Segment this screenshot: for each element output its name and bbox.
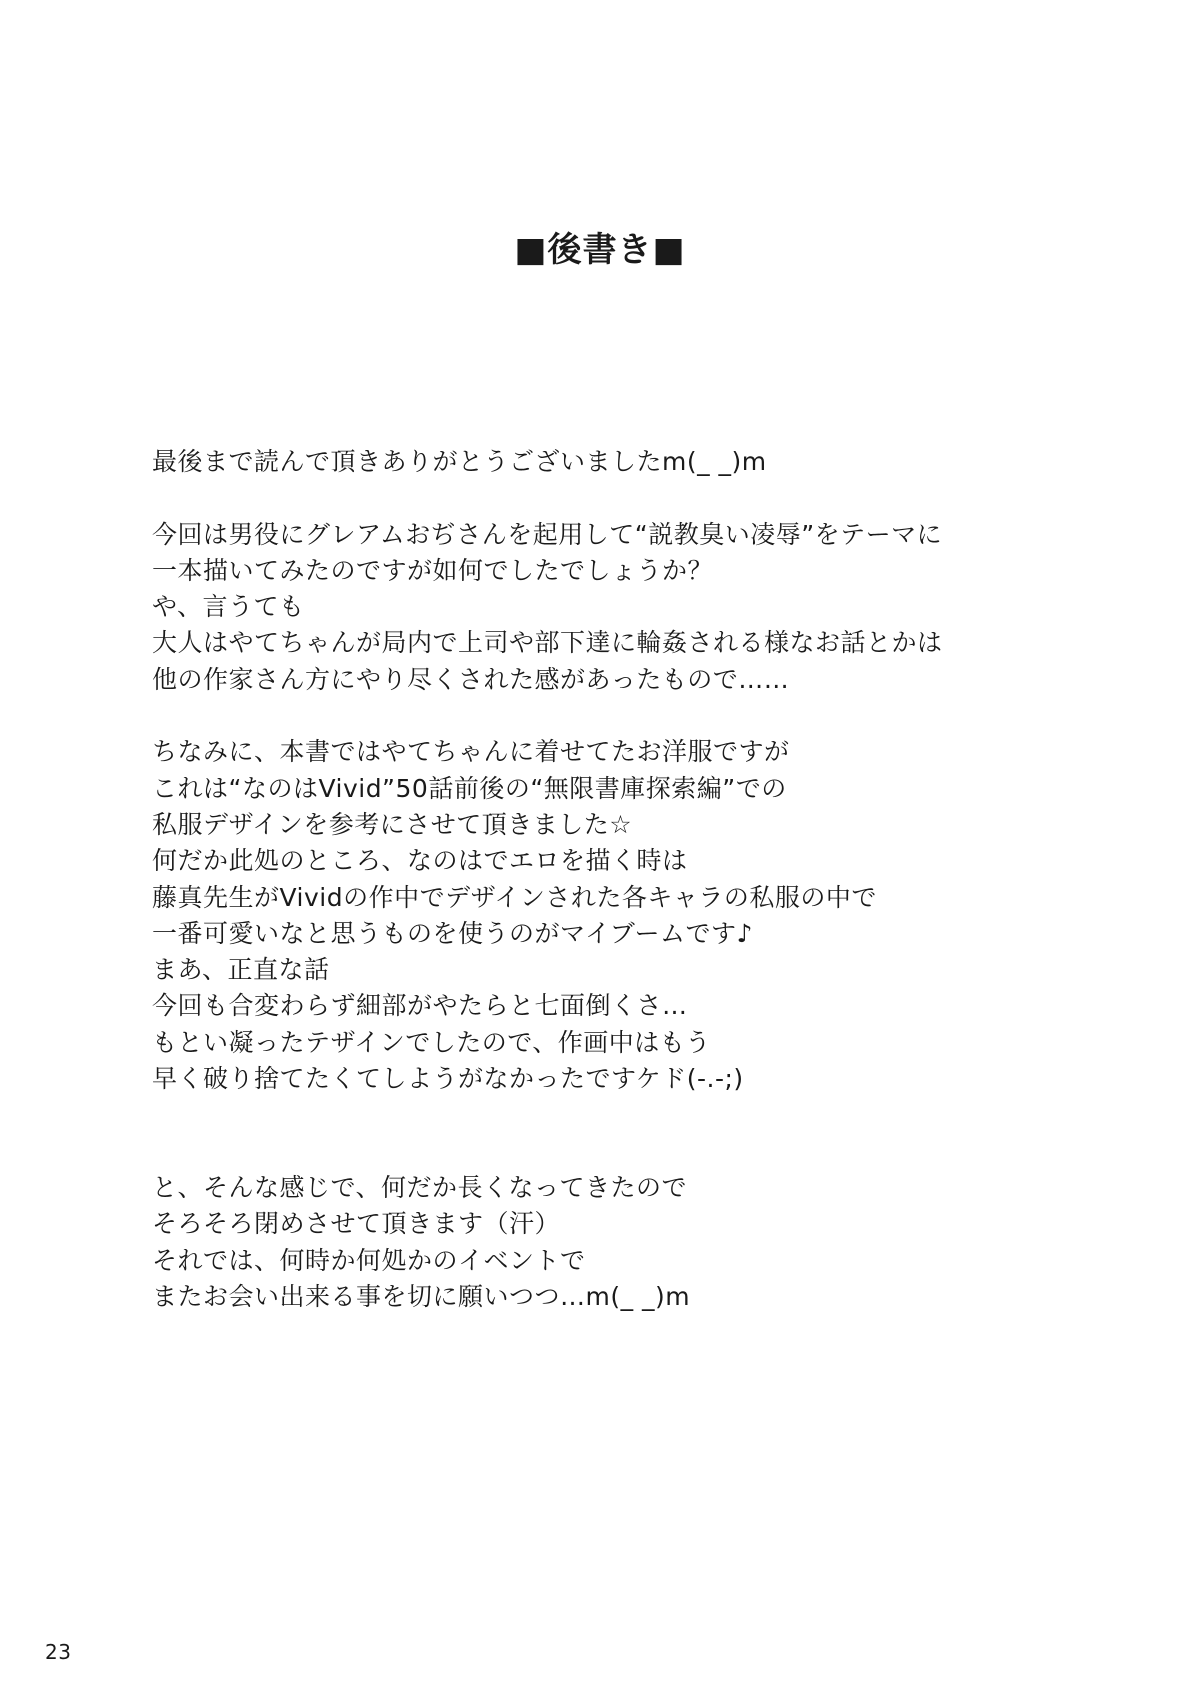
text-line: 何だか此処のところ、なのはでエロを描く時は	[152, 846, 688, 876]
text-line: 私服デザインを参考にさせて頂きました☆	[152, 809, 633, 839]
text-line: ちなみに、本書ではやてちゃんに着せてたお洋服ですが	[152, 737, 790, 767]
text-line: 今回も合変わらず細部がやたらと七面倒くさ…	[152, 991, 688, 1021]
paragraph-closing	[152, 1170, 1072, 1315]
text-line: そろそろ閉めさせて頂きます（汗）	[152, 1209, 561, 1239]
text-line: 大人はやてちゃんが局内で上司や部下達に輪姦される様なお話とかは	[152, 628, 943, 658]
text-line: 一本描いてみたのですが如何でしたでしょうか？	[152, 555, 714, 585]
text-line: 今回は男役にグレアムおぢさんを起用して“説教臭い凌辱”をテーマに	[152, 519, 943, 549]
paragraph-outfit	[152, 734, 1072, 1097]
page-number: 23	[45, 1640, 72, 1664]
text-line: またお会い出来る事を切に願いつつ…m(_ _)m	[152, 1281, 691, 1311]
afterword-heading: ■後書き■	[514, 230, 686, 270]
text-line: 藤真先生がVividの作中でデザインされた各キャラの私服の中で	[152, 882, 877, 912]
text-line: 最後まで読んで頂きありがとうございましたm(_ _)m	[152, 447, 767, 476]
text-line: や、言うても	[152, 592, 305, 622]
text-line: と、そんな感じで、何だか長くなってきたので	[152, 1172, 688, 1202]
afterword-body	[152, 444, 1072, 1315]
text-line: それでは、何時か何処かのイベントで	[152, 1245, 586, 1275]
paragraph-thanks	[152, 444, 1072, 480]
text-line: もとい凝ったテザインでしたので、作画中はもう	[152, 1027, 711, 1057]
text-line: まあ、正直な話	[152, 955, 330, 985]
text-line: 他の作家さん方にやり尽くされた感があったもので……	[152, 664, 790, 694]
text-line: これは“なのはVivid”50話前後の“無限書庫探索編”での	[152, 773, 787, 803]
paragraph-spacer	[152, 480, 1072, 516]
paragraph-theme	[152, 517, 1072, 698]
paragraph-spacer	[152, 698, 1072, 734]
text-line: 早く破り捨てたくてしようがなかったですケド(-.-;)	[152, 1064, 744, 1094]
paragraph-spacer	[152, 1097, 1072, 1170]
text-line: 一番可愛いなと思うものを使うのがマイブームです♪	[152, 918, 753, 948]
